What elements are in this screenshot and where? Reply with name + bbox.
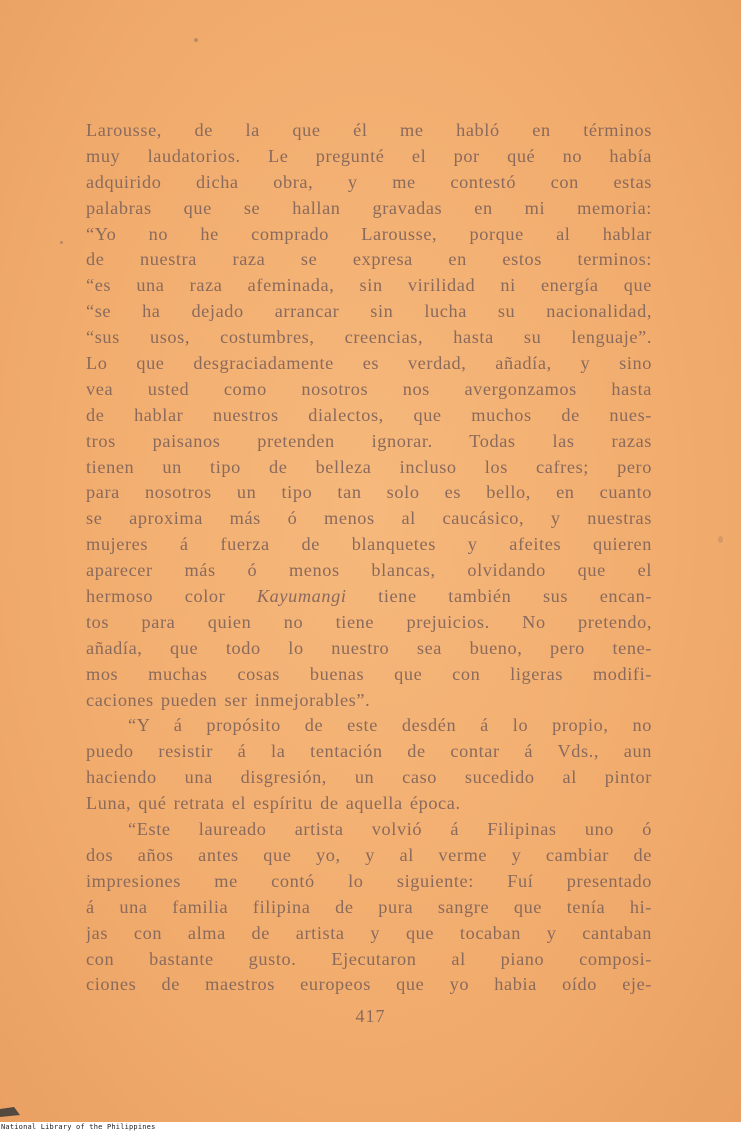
text-line: á una familia filipina de pura sangre que tenía hi- xyxy=(86,896,652,917)
text-line: impresiones me contó lo siguiente: Fuí presentado xyxy=(86,870,652,891)
text-line: se aproxima más ó menos al caucásico, y nuestras xyxy=(86,508,652,529)
text-fragment: tiene también sus encan- xyxy=(346,586,652,607)
ink-speck xyxy=(194,38,198,42)
text-line: muy laudatorios. Le pregunté el por qué no había xyxy=(86,145,652,166)
text-line: añadía, que todo lo nuestro sea bueno, pero tene- xyxy=(86,637,652,658)
text-line-paragraph-start: “Este laureado artista volvió á Filipinas uno ó xyxy=(128,819,652,840)
text-line: de nuestra raza se expresa en estos terminos: xyxy=(86,249,652,270)
text-line: jas con alma de artista y que tocaban y cantaban xyxy=(86,922,652,943)
footer-bar xyxy=(0,1122,741,1133)
text-line: “se ha dejado arrancar sin lucha su nacionalidad, xyxy=(86,301,652,322)
text-line: Lo que desgraciadamente es verdad, añadía, y sino xyxy=(86,353,652,374)
text-line: de hablar nuestros dialectos, que muchos de nues- xyxy=(86,404,652,425)
text-line: “sus usos, costumbres, creencias, hasta su lenguaje”. xyxy=(86,327,652,348)
italic-word-kayumangi: Kayumangi xyxy=(256,586,347,607)
text-line: puedo resistir á la tentación de contar á Vds., aun xyxy=(86,741,652,762)
text-line: Luna, qué retrata el espíritu de aquella época. xyxy=(86,793,461,814)
text-line: “Yo no he comprado Larousse, porque al hablar xyxy=(86,223,652,244)
text-line: dos años antes que yo, y al verme y cambiar de xyxy=(86,844,652,865)
text-line: con bastante gusto. Ejecutaron al piano composi- xyxy=(86,948,652,969)
text-line: para nosotros un tipo tan solo es bello, en cuanto xyxy=(86,482,652,503)
text-line: tros paisanos pretenden ignorar. Todas las razas xyxy=(86,430,652,451)
text-fragment: hermoso color xyxy=(86,586,257,607)
text-line: tienen un tipo de belleza incluso los cafres; pero xyxy=(86,456,652,477)
body-text xyxy=(86,118,652,998)
text-line: ciones de maestros europeos que yo habia oído eje- xyxy=(86,974,652,995)
text-line: “es una raza afeminada, sin virilidad ni energía que xyxy=(86,275,652,296)
text-line: vea usted como nosotros nos avergonzamos hasta xyxy=(86,378,652,399)
text-line: mujeres á fuerza de blanquetes y afeites quieren xyxy=(86,534,652,555)
text-line: mos muchas cosas buenas que con ligeras modifi- xyxy=(86,663,652,684)
text-line: Larousse, de la que él me habló en términos xyxy=(86,120,652,140)
footer-credit: National Library of the Philippines xyxy=(1,1123,156,1131)
page-number: 417 xyxy=(355,1006,386,1026)
ink-speck xyxy=(60,241,63,244)
ink-speck xyxy=(718,536,723,543)
page-corner-mark xyxy=(0,1103,22,1119)
text-line: palabras que se hallan gravadas en mi memoria: xyxy=(86,197,652,218)
text-line: tos para quien no tiene prejuicios. No pretendo, xyxy=(86,611,652,632)
text-line-with-italic xyxy=(86,584,652,610)
text-line: aparecer más ó menos blancas, olvidando que el xyxy=(86,560,652,581)
text-line: haciendo una disgresión, un caso sucedido al pintor xyxy=(86,767,652,788)
text-line: adquirido dicha obra, y me contestó con estas xyxy=(86,171,652,192)
text-line-paragraph-start: “Y á propósito de este desdén á lo propio, no xyxy=(128,715,652,736)
text-line: caciones pueden ser inmejorables”. xyxy=(86,689,371,710)
